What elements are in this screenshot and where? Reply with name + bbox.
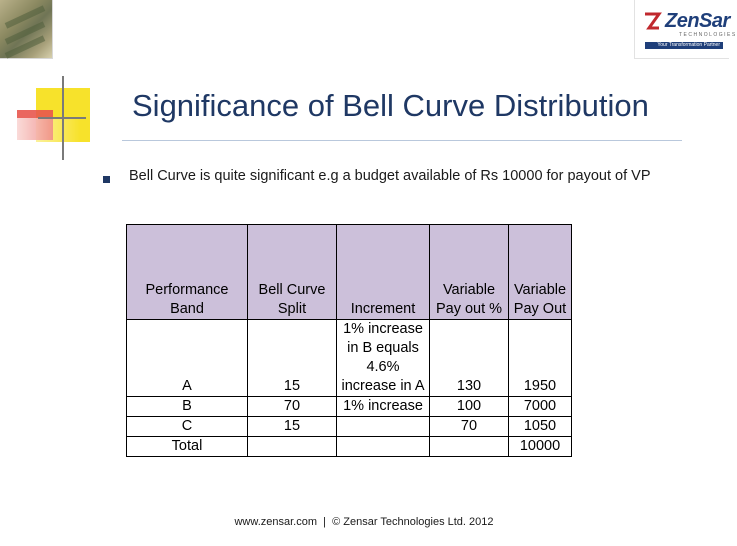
cell-increment [337, 437, 430, 457]
payout-table [126, 224, 572, 457]
cell-payout: 7000 [509, 397, 572, 417]
cell-split: 70 [248, 397, 337, 417]
cell-pct: 70 [430, 417, 509, 437]
table-header-row [127, 225, 572, 320]
cell-split: 15 [248, 417, 337, 437]
cell-pct: 130 [430, 320, 509, 397]
cell-payout: 1950 [509, 320, 572, 397]
cell-increment [337, 417, 430, 437]
cell-increment: 1% increase in B equals 4.6% increase in A [337, 320, 430, 397]
cell-band: A [127, 320, 248, 397]
header-increment: Increment [337, 225, 430, 320]
zensar-logo-mark-icon [643, 10, 661, 32]
bullet-text: Bell Curve is quite significant e.g a budget available of Rs 10000 for payout of VP [129, 168, 651, 184]
zensar-logo [634, 0, 737, 59]
decor-horizontal-line [38, 117, 86, 119]
cell-band: Total [127, 437, 248, 457]
cell-payout: 10000 [509, 437, 572, 457]
logo-name: ZenSar [665, 10, 730, 32]
logo-subtitle: TECHNOLOGIES [679, 32, 737, 38]
footer [0, 516, 728, 528]
cell-pct: 100 [430, 397, 509, 417]
cell-split [248, 437, 337, 457]
logo-tagline: Your Transformation Partner [645, 42, 723, 49]
header-performance-band: Performance Band [127, 225, 248, 320]
decor-fade [10, 118, 80, 156]
cell-split: 15 [248, 320, 337, 397]
header-bell-curve-split: Bell Curve Split [248, 225, 337, 320]
table-row [127, 417, 572, 437]
header-variable-payout-pct: Variable Pay out % [430, 225, 509, 320]
cell-pct [430, 437, 509, 457]
cell-band: B [127, 397, 248, 417]
table-row [127, 397, 572, 417]
cell-payout: 1050 [509, 417, 572, 437]
table-row-total [127, 437, 572, 457]
footer-separator: | [323, 516, 326, 528]
cell-increment: 1% increase [337, 397, 430, 417]
footer-copyright: © Zensar Technologies Ltd. 2012 [332, 516, 494, 528]
bullet-square-icon [103, 176, 110, 183]
table-row [127, 320, 572, 397]
header-variable-payout: Variable Pay Out [509, 225, 572, 320]
money-image [0, 0, 53, 59]
slide-title: Significance of Bell Curve Distribution [132, 88, 649, 123]
title-underline [122, 140, 682, 141]
footer-site-link[interactable]: www.zensar.com [234, 516, 317, 528]
cell-band: C [127, 417, 248, 437]
